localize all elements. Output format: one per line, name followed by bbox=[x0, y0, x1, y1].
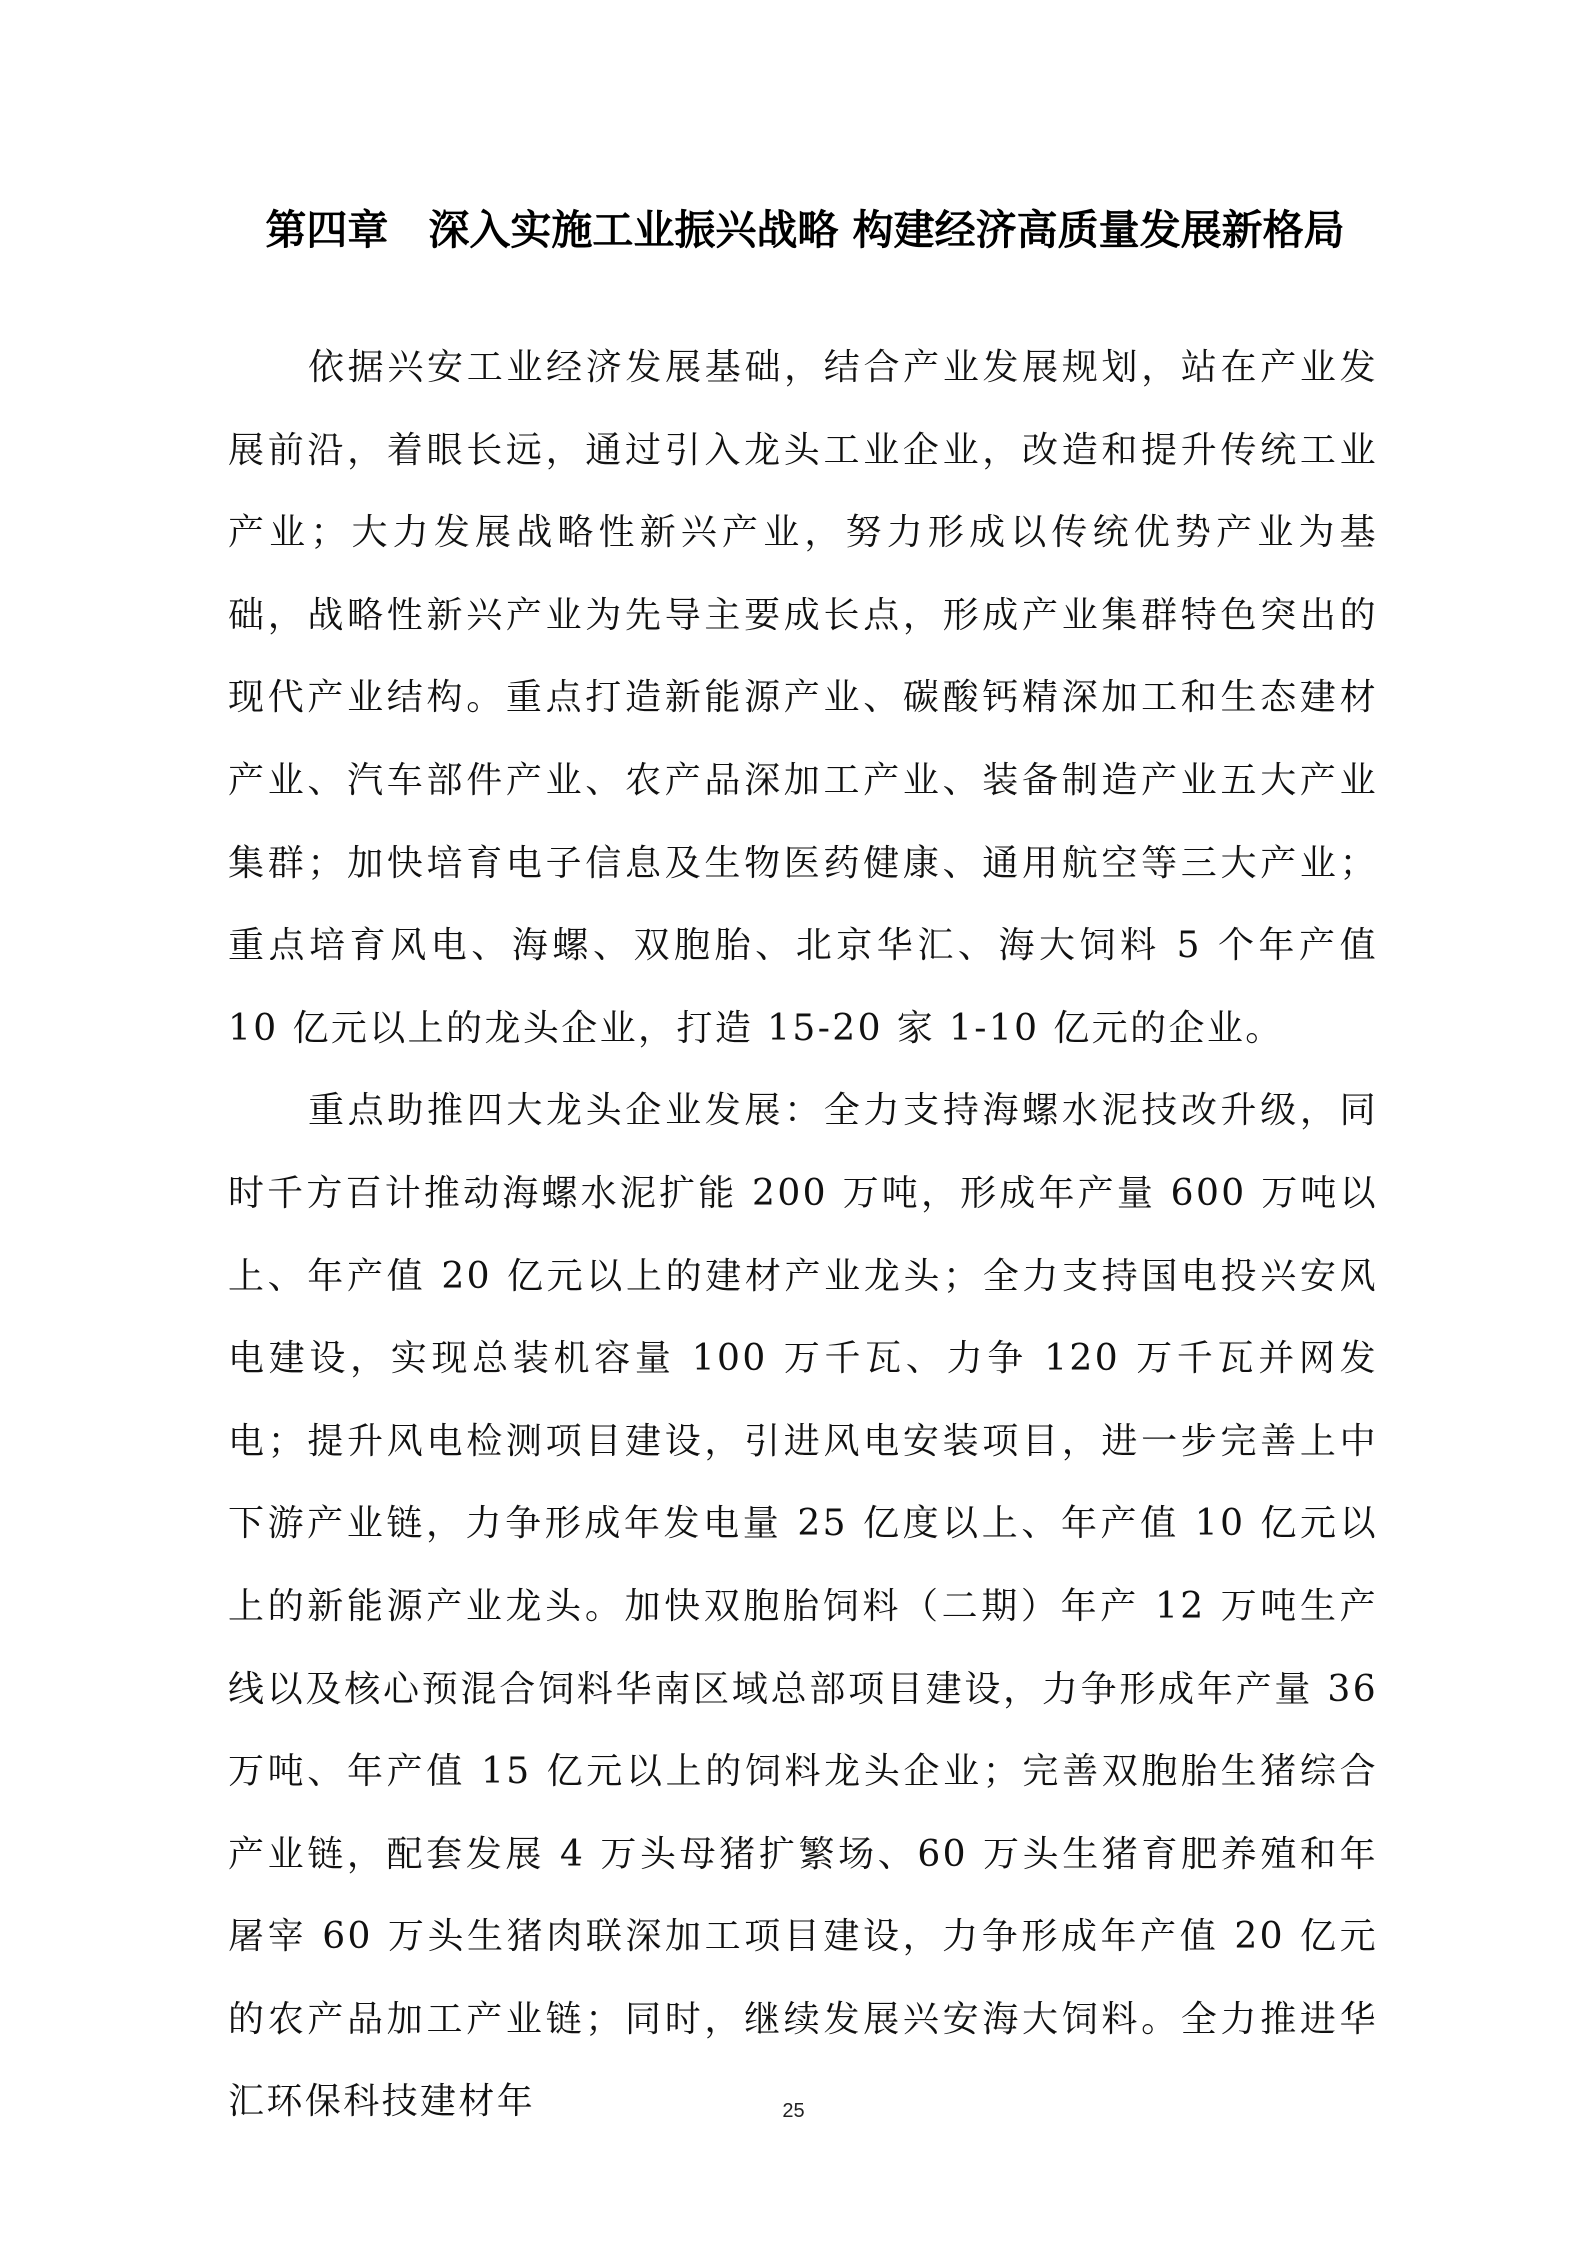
chapter-title bbox=[230, 200, 1380, 260]
paragraph-leading-enterprises: 重点助推四大龙头企业发展：全力支持海螺水泥技改升级，同时千方百计推动海螺水泥扩能 200 万吨，形成年产量 600 万吨以上、年产值 20 亿元以上的建材产业龙头；全力支持国电投兴安风电建设，实现总装机容量 100 万千瓦、力争 120 万千瓦并网发电；提升风电检测项目建设，引进风电安装项目，进一步完善上中下游产业链，力争形成年发电量 25 亿度以上、年产值 10 亿元以上的新能源产业龙头。加快双胞胎饲料（二期）年产 12 万吨生产线以及核心预混合饲料华南区域总部项目建设，力争形成年产量 36 万吨、年产值 15 亿元以上的饲料龙头企业；完善双胞胎生猪综合产业链，配套发展 4 万头母猪扩繁场、60 万头生猪育肥养殖和年屠宰 60 万头生猪肉联深加工项目建设，力争形成年产值 20 亿元的农产品加工产业链；同时，继续发展兴安海大饲料。全力推进华汇环保科技建材年 bbox=[228, 1090, 1378, 2123]
chapter-heading-text: 深入实施工业振兴战略 构建经济高质量发展新格局 bbox=[428, 206, 1345, 254]
page-number: 25 bbox=[782, 2100, 805, 2122]
paragraph-industrial-development: 依据兴安工业经济发展基础，结合产业发展规划，站在产业发展前沿，着眼长远，通过引入龙头工业企业，改造和提升传统工业产业；大力发展战略性新兴产业，努力形成以传统优势产业为基础，战略性新兴产业为先导主要成长点，形成产业集群特色突出的现代产业结构。重点打造新能源产业、碳酸钙精深加工和生态建材产业、汽车部件产业、农产品深加工产业、装备制造产业五大产业集群；加快培育电子信息及生物医药健康、通用航空等三大产业；重点培育风电、海螺、双胞胎、北京华汇、海大饲料 5 个年产值 10 亿元以上的龙头企业，打造 15-20 家 1-10 亿元的企业。 bbox=[228, 347, 1378, 1049]
body-text bbox=[228, 327, 1378, 2144]
chapter-number: 第四章 bbox=[265, 206, 389, 254]
